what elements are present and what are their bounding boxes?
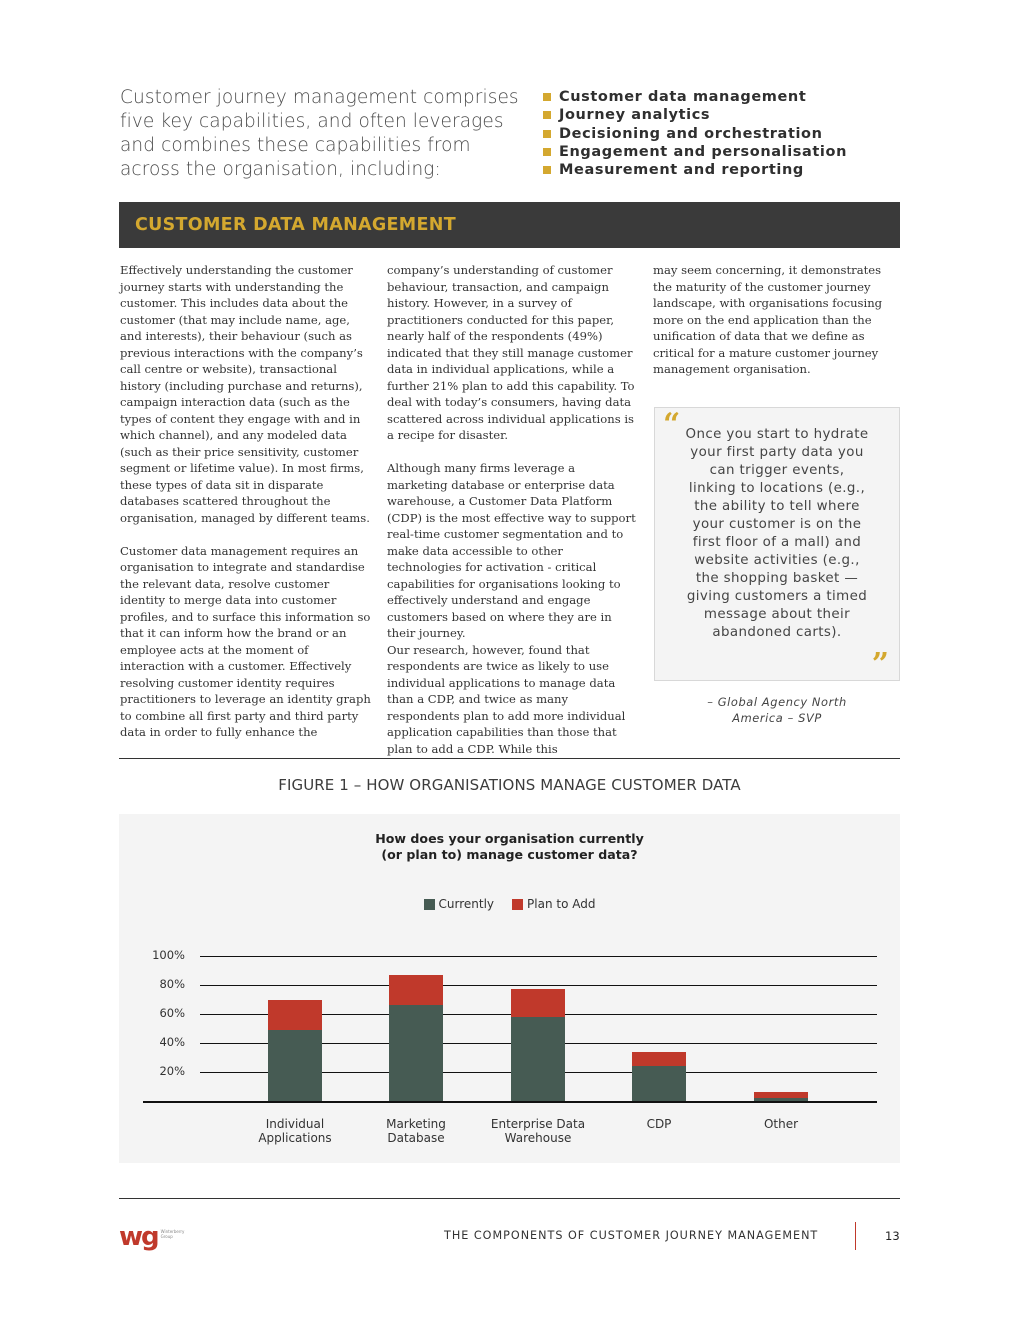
x-axis-category-label: Enterprise Data Warehouse: [490, 1117, 586, 1145]
quote-text: Once you start to hydrate your first party data you can trigger events, linking to locations (e.g., the ability to tell where your customer is on the first floor of a mall) and website activities (e.g., the shopping basket — giving customers a timed message about their abandoned carts).: [685, 427, 869, 640]
bar-segment-plan-to-add: [268, 1000, 322, 1030]
body-paragraph: company’s understanding of customer behaviour, transaction, and campaign history. However, in a survey of practitioners conducted for this paper, nearly half of the respondents (49%) indicated that they still manage customer data in individual applications, while a further 21% plan to add this capability. To deal with today’s consumers, having data scattered across individual applications is a recipe for disaster.: [387, 263, 635, 442]
bar-other: [754, 1092, 808, 1101]
footer-title: THE COMPONENTS OF CUSTOMER JOURNEY MANAGEMENT: [444, 1229, 819, 1242]
bar-segment-currently: [754, 1098, 808, 1101]
body-paragraph: Our research, however, found that respondents are twice as likely to use individual applications to manage data than a CDP, and twice as many respondents plan to add more individual application capabilities than those that plan to add a CDP. While this: [387, 642, 626, 756]
body-paragraph: Effectively understanding the customer journey starts with understanding the customer. This includes data about the customer (that may include name, age, and interests), their behaviour (such as previous interactions with the company’s call centre or website), transactional history (including purchase and returns), campaign interaction data (such as the types of content they engage with and in which channel), and any modeled data (such as their price sensitivity, customer segment or lifetime value). In most firms, these types of data sit in disparate databases scattered throughout the organisation, managed by different teams.: [120, 263, 370, 525]
capability-item: [543, 161, 847, 179]
x-axis-category-label: Marketing Database: [386, 1117, 446, 1145]
bar-cdp: [632, 1052, 686, 1101]
bar-segment-plan-to-add: [632, 1052, 686, 1067]
chart-title-line: (or plan to) manage customer data?: [381, 847, 638, 862]
x-axis-category-label: CDP: [646, 1117, 672, 1131]
chart-plot-area: [119, 814, 900, 1163]
close-quote-icon: ”: [871, 647, 889, 682]
attribution-line: America – SVP: [732, 711, 822, 725]
x-axis-baseline: [143, 1101, 877, 1103]
x-axis-category-label: Individual Applications: [258, 1117, 332, 1145]
body-paragraph: Although many firms leverage a marketing database or enterprise data warehouse, a Customer Data Platform (CDP) is the most effective way to support real-time customer segmentation and to make data accessible to other technologies for activation - critical capabilities for organisations looking to effectively understand and engage customers based on where they are in their journey.: [387, 461, 636, 640]
square-bullet-icon: [543, 130, 551, 138]
bar-segment-currently: [268, 1030, 322, 1101]
pull-quote: [654, 407, 900, 681]
section-title: CUSTOMER DATA MANAGEMENT: [135, 215, 456, 235]
capability-item: [543, 106, 847, 124]
square-bullet-icon: [543, 111, 551, 119]
logo-mark: wg: [119, 1222, 158, 1252]
bar-segment-currently: [511, 1017, 565, 1101]
logo-subtext: Winterberry Group: [160, 1229, 185, 1239]
gridline: [200, 985, 877, 986]
capability-label: Journey analytics: [559, 107, 711, 124]
capabilities-list: [543, 88, 847, 179]
square-bullet-icon: [543, 166, 551, 174]
footer-divider: [119, 1198, 900, 1199]
x-axis-category-label: Other: [763, 1117, 799, 1131]
figure-title: FIGURE 1 – HOW ORGANISATIONS MANAGE CUSTOMER DATA: [278, 776, 741, 794]
y-axis-tick-label: 100%: [152, 948, 185, 962]
capability-label: Measurement and reporting: [559, 162, 804, 179]
y-axis-tick-label: 60%: [159, 1006, 185, 1020]
body-column-2: [387, 262, 637, 757]
square-bullet-icon: [543, 148, 551, 156]
capability-item: [543, 143, 847, 161]
body-column-3: [653, 262, 901, 394]
bar-marketing-database: [389, 975, 443, 1101]
legend-label: Currently: [438, 897, 495, 911]
bar-segment-plan-to-add: [511, 989, 565, 1017]
capability-label: Engagement and personalisation: [559, 143, 847, 160]
section-banner: [119, 202, 900, 248]
intro-paragraph: Customer journey management comprises five key capabilities, and often leverages and combines these capabilities from across the organisation, including:: [120, 87, 519, 180]
bar-enterprise-data-warehouse: [511, 989, 565, 1101]
company-logo: [119, 1222, 189, 1252]
gridline: [200, 956, 877, 957]
capability-item: [543, 88, 847, 106]
legend-label: Plan to Add: [527, 897, 596, 911]
y-axis-tick-label: 40%: [159, 1035, 185, 1049]
body-paragraph: Customer data management requires an organisation to integrate and standardise the relevant data, resolve customer identity to merge data into customer profiles, and to surface this information so that it can inform how the brand or an employee acts at the moment of interaction with a customer. Effectively resolving customer identity requires practitioners to leverage an identity graph to combine all first party and third party data in order to fully enhance the: [120, 543, 371, 739]
capability-item: [543, 125, 847, 143]
divider: [119, 758, 900, 759]
square-bullet-icon: [543, 93, 551, 101]
body-column-1: [120, 262, 372, 741]
y-axis-tick-label: 20%: [159, 1064, 185, 1078]
bar-segment-currently: [389, 1005, 443, 1101]
body-paragraph: may seem concerning, it demonstrates the maturity of the customer journey landscape, with organisations focusing more on the end application than the unification of data that we define as critical for a mature customer journey management organisation.: [653, 263, 883, 376]
open-quote-icon: “: [663, 407, 681, 442]
quote-attribution: [654, 694, 900, 726]
capability-label: Customer data management: [559, 89, 807, 105]
page-number: 13: [885, 1229, 900, 1243]
bar-segment-plan-to-add: [389, 975, 443, 1005]
bar-segment-currently: [632, 1066, 686, 1101]
chart-panel: [119, 814, 900, 1163]
y-axis-tick-label: 80%: [159, 977, 185, 991]
footer-vertical-divider: [855, 1222, 856, 1250]
bar-individual-applications: [268, 1000, 322, 1101]
capability-label: Decisioning and orchestration: [559, 125, 823, 142]
attribution-line: – Global Agency North: [707, 695, 847, 709]
chart-title-line: How does your organisation currently: [375, 831, 644, 846]
